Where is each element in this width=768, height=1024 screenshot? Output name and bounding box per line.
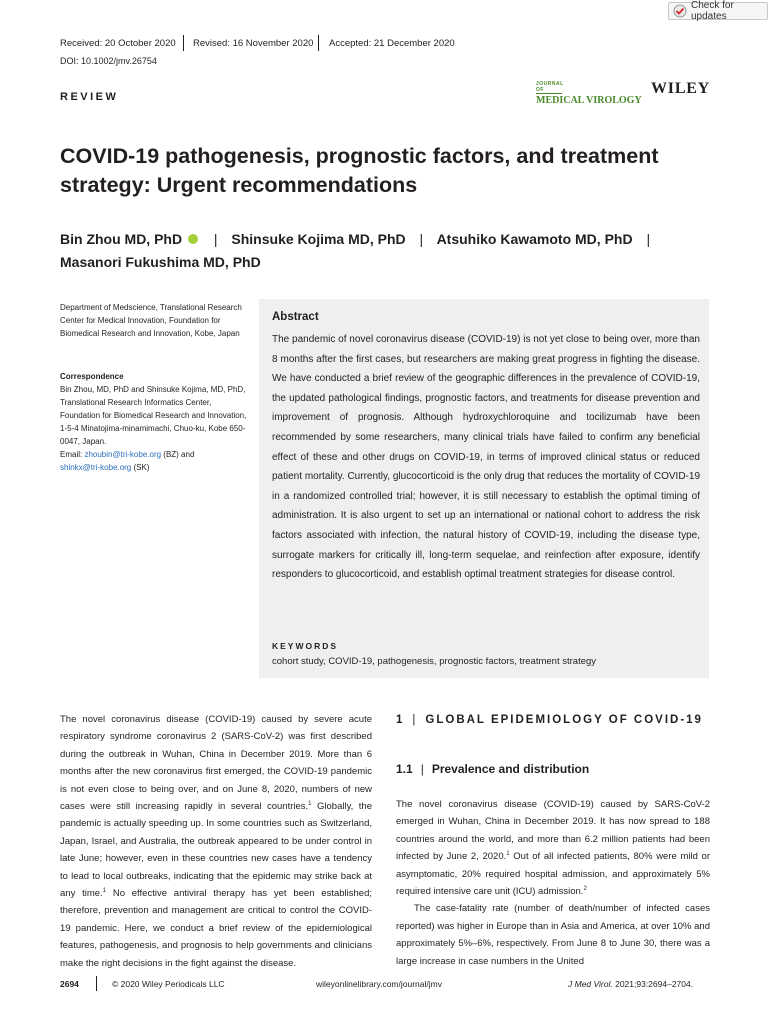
revised-date: Revised: 16 November 2020 bbox=[193, 38, 314, 49]
email-link[interactable]: zhoubin@tri-kobe.org bbox=[84, 450, 162, 459]
author-name[interactable]: Atsuhiko Kawamoto MD, PhD bbox=[436, 231, 633, 247]
article-title: COVID-19 pathogenesis, prognostic factors, and treatment strategy: Urgent recommendations bbox=[60, 144, 659, 197]
subsection-title: Prevalence and distribution bbox=[431, 762, 590, 776]
journal-logo bbox=[536, 81, 646, 106]
check-updates-label: Check for updates bbox=[691, 0, 734, 22]
body-paragraph bbox=[396, 796, 710, 900]
correspondence-text: Bin Zhou, MD, PhD and Shinsuke Kojima, MD, PhD, Translational Research Informatics Center, Foundation for Biomedical Research and Innovation, 1-5-4 Minatojima-minamimachi, Chuo-ku, Kobe 650-0047, Japan. bbox=[60, 385, 247, 446]
journal-logo-top: JOURNAL OF bbox=[536, 81, 564, 93]
reference-link[interactable]: 2 bbox=[583, 885, 587, 892]
citation-details: 2021;93:2694–2704. bbox=[612, 979, 694, 989]
meta-divider bbox=[183, 35, 184, 51]
text-run: The novel coronavirus disease (COVID-19) caused by SARS-CoV-2 emerged in Wuhan, China in December 2019. It has now spread to 188 countries around the world, and more than 6.2 million patients had been infected by June 2, 2020. bbox=[396, 799, 710, 863]
text-run: No effective antiviral therapy has yet been established; therefore, prevention and management are critical to control the COVID-19 pandemic. Here, we conduct a brief review of the epidemiological features, pathogenesis, and prognosis to help governments and clinicians make the right decisions in the fight against the disease. bbox=[60, 888, 372, 969]
email-suffix: (BZ) and bbox=[161, 450, 195, 459]
doi: DOI: 10.1002/jmv.26754 bbox=[60, 56, 157, 66]
affiliation: Department of Medscience, Translational Research Center for Medical Innovation, Foundation for Biomedical Research and Innovation, Kobe, Japan bbox=[60, 303, 242, 338]
publisher-logo: WILEY bbox=[651, 80, 711, 97]
text-run: The novel coronavirus disease (COVID-19) caused by severe acute respiratory syndrome coronavirus 2 (SARS-CoV-2) was first described during the outbreak in Wuhan, China in December 2019. More than 6 months after the new coronavirus first emerged, the COVID-19 pandemic is not even close to being over, and on June 8, 2020, numbers of new cases were still increasing rapidly in several countries. bbox=[60, 714, 372, 813]
author-separator: | bbox=[419, 231, 424, 247]
check-updates-icon bbox=[673, 4, 687, 18]
received-date: Received: 20 October 2020 bbox=[60, 38, 176, 49]
page-number: 2694 bbox=[60, 979, 79, 989]
subsection-heading bbox=[396, 762, 589, 776]
email-link[interactable]: shinkx@tri-kobe.org bbox=[60, 463, 132, 472]
meta-divider bbox=[318, 35, 319, 51]
author-list bbox=[60, 228, 740, 274]
heading-separator: | bbox=[420, 762, 424, 776]
citation bbox=[568, 979, 693, 989]
email-label: Email: bbox=[60, 450, 85, 459]
keywords-heading: KEYWORDS bbox=[272, 641, 339, 651]
body-paragraph: The case-fatality rate (number of death/number of infected cases reported) was higher in Europe than in Asia and America, at over 10% and approximately 5%–6%, respectively. From June 8 to June 30, there was a large increase in case numbers in the United bbox=[396, 903, 710, 967]
text-run: Out of all infected patients, 80% were mild or asymptomatic, 20% required hospital admission, and approximately 5% required intensive care unit (ICU) admission. bbox=[396, 851, 710, 898]
copyright: © 2020 Wiley Periodicals LLC bbox=[112, 979, 225, 989]
journal-abbrev: J Med Virol. bbox=[568, 979, 613, 989]
reference-link[interactable]: 1 bbox=[102, 887, 107, 894]
correspondence bbox=[60, 370, 250, 474]
author-separator: | bbox=[646, 231, 651, 247]
abstract-text: The pandemic of novel coronavirus disease (COVID-19) is not yet close to being over, more than 8 months after the first cases, but researchers are making great progress in fighting the disease. We have conducted a brief review of the geographic differences in the prevalence of COVID-19, the updated pathological findings, prognostic factors, and treatments for disease prevention and improvement of prognosis. Although hydroxychloroquine and tocilizumab have been recommended by some researchers, many clinical trials have failed to confirm any beneficial effect of these and other drugs on COVID-19, in terms of improved clinical status or reduced patient mortality. Currently, glucocorticoid is the only drug that reduces the mortality of COVID-19 in a randomized controlled trial; however, it is still necessary to establish the optimal timing of administration. It is also urgent to set up an international or national cohort to address the risk factors associated with infection, the natural history of COVID-19, including the disease type, surrogate markers for critically ill, long-term sequelae, and reinfection after exposure, identify responders to glucocorticoid, and establish optimal treatment strategies for disease control. bbox=[272, 334, 700, 581]
check-for-updates-button[interactable] bbox=[668, 2, 768, 20]
orcid-icon[interactable] bbox=[188, 234, 198, 244]
section-number: 1 bbox=[396, 714, 405, 726]
author-name[interactable]: Shinsuke Kojima MD, PhD bbox=[231, 231, 406, 247]
abstract-heading: Abstract bbox=[272, 311, 319, 323]
author-separator: | bbox=[213, 231, 218, 247]
heading-separator: | bbox=[412, 714, 418, 726]
journal-url[interactable]: wileyonlinelibrary.com/journal/jmv bbox=[316, 979, 442, 989]
intro-paragraph bbox=[60, 711, 372, 972]
reference-link[interactable]: 1 bbox=[308, 800, 312, 807]
email-suffix: (SK) bbox=[131, 463, 150, 472]
author-name[interactable]: Bin Zhou MD, PhD bbox=[60, 231, 183, 247]
keywords-text: cohort study, COVID-19, pathogenesis, prognostic factors, treatment strategy bbox=[272, 656, 597, 667]
accepted-date: Accepted: 21 December 2020 bbox=[329, 38, 455, 49]
reference-link[interactable]: 1 bbox=[506, 851, 510, 858]
section-label: REVIEW bbox=[60, 91, 119, 103]
correspondence-heading: Correspondence bbox=[60, 372, 124, 381]
section-heading bbox=[396, 711, 716, 729]
intro-column bbox=[60, 711, 372, 972]
journal-logo-name: MEDICAL VIROLOGY bbox=[536, 95, 642, 106]
correspondence-email bbox=[60, 448, 250, 474]
section-title: GLOBAL EPIDEMIOLOGY OF COVID-19 bbox=[425, 714, 703, 726]
text-run: Globally, the pandemic is actually speeding up. In some countries such as Switzerland, Japan, Israel, and Australia, the outbreak appeared to be under control in late June; however, even in these countries new cases have a tendency to lead to local outbreaks, indicating that the epidemic may strike back at any time. bbox=[60, 801, 372, 900]
subsection-number: 1.1 bbox=[396, 762, 413, 776]
author-name[interactable]: Masanori Fukushima MD, PhD bbox=[60, 254, 261, 270]
prevalence-column bbox=[396, 796, 710, 970]
footer-divider bbox=[96, 976, 97, 991]
